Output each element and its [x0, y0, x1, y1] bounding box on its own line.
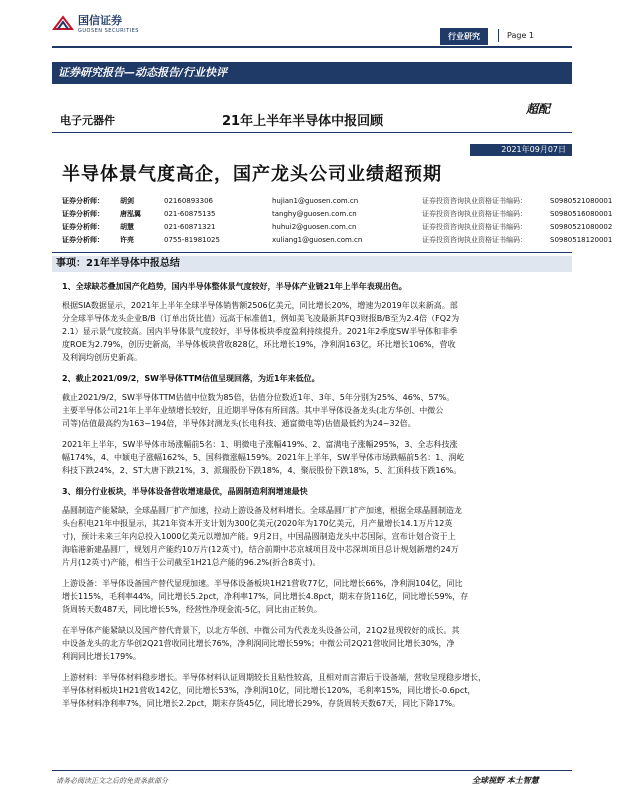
paragraph-line: 利润同比增长179%。 [62, 652, 141, 661]
analyst-name: 许亮 [120, 236, 134, 244]
analyst-cert-number: S0980518120001 [550, 236, 613, 244]
event-heading: 事项：21年半导体中报总结 [52, 256, 572, 272]
section-1-title: 1、全球缺芯叠加国产化趋势，国内半导体整体景气度较好，半导体产业链21年上半年表现出色。 [62, 282, 407, 291]
analyst-email[interactable]: hujian1@guosen.com.cn [272, 197, 359, 205]
headline: 半导体景气度高企，国产龙头公司业绩超预期 [62, 164, 442, 185]
footer-rule [52, 770, 572, 771]
analyst-cert-number: S0980521080001 [550, 197, 613, 205]
paragraph-line: 司等)估值最高约为163~194倍，半导体封测龙头(长电科技、通富微电等)估值最低约为24~32倍。 [62, 419, 416, 428]
paragraph-line: 片月(12英寸)产能，相当于公司截至1H21总产能的96.2%(折合8英寸)。 [62, 558, 321, 567]
page-number: Page 1 [498, 29, 542, 42]
analyst-row [62, 234, 620, 247]
report-body [62, 280, 568, 710]
analyst-role: 证券分析师： [62, 236, 104, 244]
paragraph-line: 及利润均创历史新高。 [62, 353, 142, 362]
paragraph-line: 增长115%，毛利率44%，同比增长5.2pct，净利率17%，同比增长4.8pct，期末存货116亿，同比增长59%，存 [62, 592, 469, 601]
analyst-phone: 021-60875135 [164, 210, 216, 218]
industry-name: 电子元器件 [60, 114, 115, 127]
analyst-name: 唐泓翼 [120, 210, 141, 218]
analyst-email[interactable]: xuliang1@guosen.com.cn [272, 236, 363, 244]
analyst-role: 证券分析师： [62, 197, 104, 205]
analyst-name: 胡慧 [120, 223, 134, 231]
paragraph-line: 中设备龙头的北方华创2Q21营收同比增长76%，净利润同比增长59%；中微公司2Q21营收同比增长30%，净 [62, 639, 455, 648]
paragraph-line: 半导体材料净利率7%，同比增长2.2pct，期末存货45亿，同比增长29%，存货周转天数67天，同比下降17%。 [62, 699, 460, 708]
paragraph-line: 上游材料：半导体材料稳步增长。半导体材料认证周期较长且粘性较高，且相对而言滞后于设备端，营收呈现稳步增长， [62, 673, 486, 682]
paragraph-line: 寸)，预计未来三年内总投入1000亿美元以增加产能。9月2日，中国晶圆制造龙头中芯国际，宣布计划合资于上 [62, 532, 456, 541]
section-3-title: 3、细分行业板块，半导体设备营收增速最优，晶圆制造利润增速最快 [62, 487, 308, 496]
report-category-tag: 行业研究 [440, 28, 488, 45]
analyst-row [62, 208, 620, 221]
paragraph-line: 截止2021/9/2，SW半导体TTM估值中位数为85倍，估值分位数近1年、3年、5年分别为25%、46%、57%。 [62, 393, 455, 402]
title-rule [52, 132, 572, 133]
logo-name-en: GUOSEN SECURITIES [78, 28, 139, 34]
paragraph-line: 晶圆制造产能紧缺，全球晶圆厂扩产加速，拉动上游设备及材料增长。全球晶圆厂扩产加速，根据全球晶圆制造龙 [62, 506, 462, 515]
section-2-title: 2、截止2021/09/2，SW半导体TTM估值呈现回落，为近1年来低位。 [62, 374, 320, 383]
analyst-email[interactable]: huhui2@guosen.com.cn [272, 223, 357, 231]
paragraph-line: 度ROE为2.79%，创历史新高，半导体板块营收828亿，环比增长19%，净利润163亿，环比增长106%，营收 [62, 340, 456, 349]
analyst-cert-label: 证券投资咨询执业资格证书编码： [422, 223, 527, 231]
analyst-row [62, 221, 620, 234]
analyst-phone: 0755-81981025 [164, 236, 220, 244]
investment-rating: 超配 [526, 102, 551, 116]
analyst-role: 证券分析师： [62, 223, 104, 231]
logo-name-cn: 国信证券 [78, 14, 122, 27]
paragraph-line: 头台积电21年中报显示，其21年资本开支计划为300亿美元(2020年为170亿美元，月产量增长14.1万片12英 [62, 519, 453, 528]
header-rule [52, 46, 572, 48]
paragraph-line: 上游设备：半导体设备国产替代显现加速。半导体设备板块1H21营收77亿，同比增长66%，净利润104亿，同比 [62, 579, 463, 588]
analyst-phone: 02160893306 [164, 197, 213, 205]
event-rule [52, 252, 572, 253]
report-date: 2021年09月07日 [470, 144, 572, 156]
analyst-cert-label: 证券投资咨询执业资格证书编码： [422, 197, 527, 205]
paragraph-line: 主要半导体公司21年上半年业绩增长较好，且近期半导体有所回落。其中半导体设备龙头(北方华创、中微公 [62, 406, 444, 415]
report-title: 21年上半年半导体中报回顾 [222, 114, 384, 129]
logo-icon [52, 15, 74, 31]
analyst-cert-number: S0980521080002 [550, 223, 613, 231]
disclaimer-note: 请务必阅读正文之后的免责条款部分 [56, 777, 168, 785]
analyst-cert-label: 证券投资咨询执业资格证书编码： [422, 236, 527, 244]
analyst-role: 证券分析师： [62, 210, 104, 218]
paragraph-line: 根据SIA数据显示，2021年上半年全球半导体销售额2506亿美元，同比增长20%，增速为2019年以来新高。部 [62, 301, 458, 310]
analyst-cert-label: 证券投资咨询执业资格证书编码： [422, 210, 527, 218]
analyst-row [62, 195, 620, 208]
paragraph-line: 分全球半导体龙头企业B/B（订单出货比值）远高于标准值1，例如美飞凌最新其FQ3财报B/B至为2.4倍（FQ2为 [62, 314, 460, 323]
paragraph-line: 2.1）显示景气度较高。国内半导体景气度较好，半导体板块季度盈利持续提升。2021年2季度SW半导体和非季 [62, 327, 458, 336]
company-logo [52, 12, 139, 34]
analyst-phone: 021-60871321 [164, 223, 216, 231]
analyst-name: 胡剑 [120, 197, 134, 205]
analyst-email[interactable]: tanghy@guosen.com.cn [272, 210, 357, 218]
analyst-list [62, 195, 620, 247]
paragraph-line: 半导体材料板块1H21营收142亿，同比增长53%，净利润10亿，同比增长120%，毛利率15%，同比增长-0.6pct， [62, 686, 476, 695]
paragraph-line: 2021年上半年，SW半导体市场涨幅前5名：1、明微电子涨幅419%、2、富满电子涨幅295%，3、全志科技涨 [62, 440, 458, 449]
paragraph-line: 海临港新建晶圆厂，规划月产能约10万片(12英寸)，结合前期中芯京城项目及中芯深圳项目总计规划新增约24万 [62, 545, 459, 554]
analyst-cert-number: S0980516080001 [550, 210, 613, 218]
footer-slogan: 全球视野 本土智慧 [472, 776, 539, 785]
paragraph-line: 科技下跌24%，2、ST大唐下跌21%，3、派瑞股份下跌18%，4、聚辰股份下跌18%，5、汇顶科技下跌16%。 [62, 466, 462, 475]
paragraph-line: 货周转天数487天，同比增长5%，经营性净现金流-5亿，同比由正转负。 [62, 605, 322, 614]
paragraph-line: 在半导体产能紧缺以及国产替代背景下，以北方华创、中微公司为代表龙头设备公司，21Q2显现较好的成长。其 [62, 626, 460, 635]
paragraph-line: 幅174%，4、中颖电子涨幅162%，5、国科微涨幅159%。2021年上半年，SW半导体市场跌幅前5名：1、润屹 [62, 453, 465, 462]
report-type-band: 证券研究报告—动态报告/行业快评 [52, 62, 572, 84]
